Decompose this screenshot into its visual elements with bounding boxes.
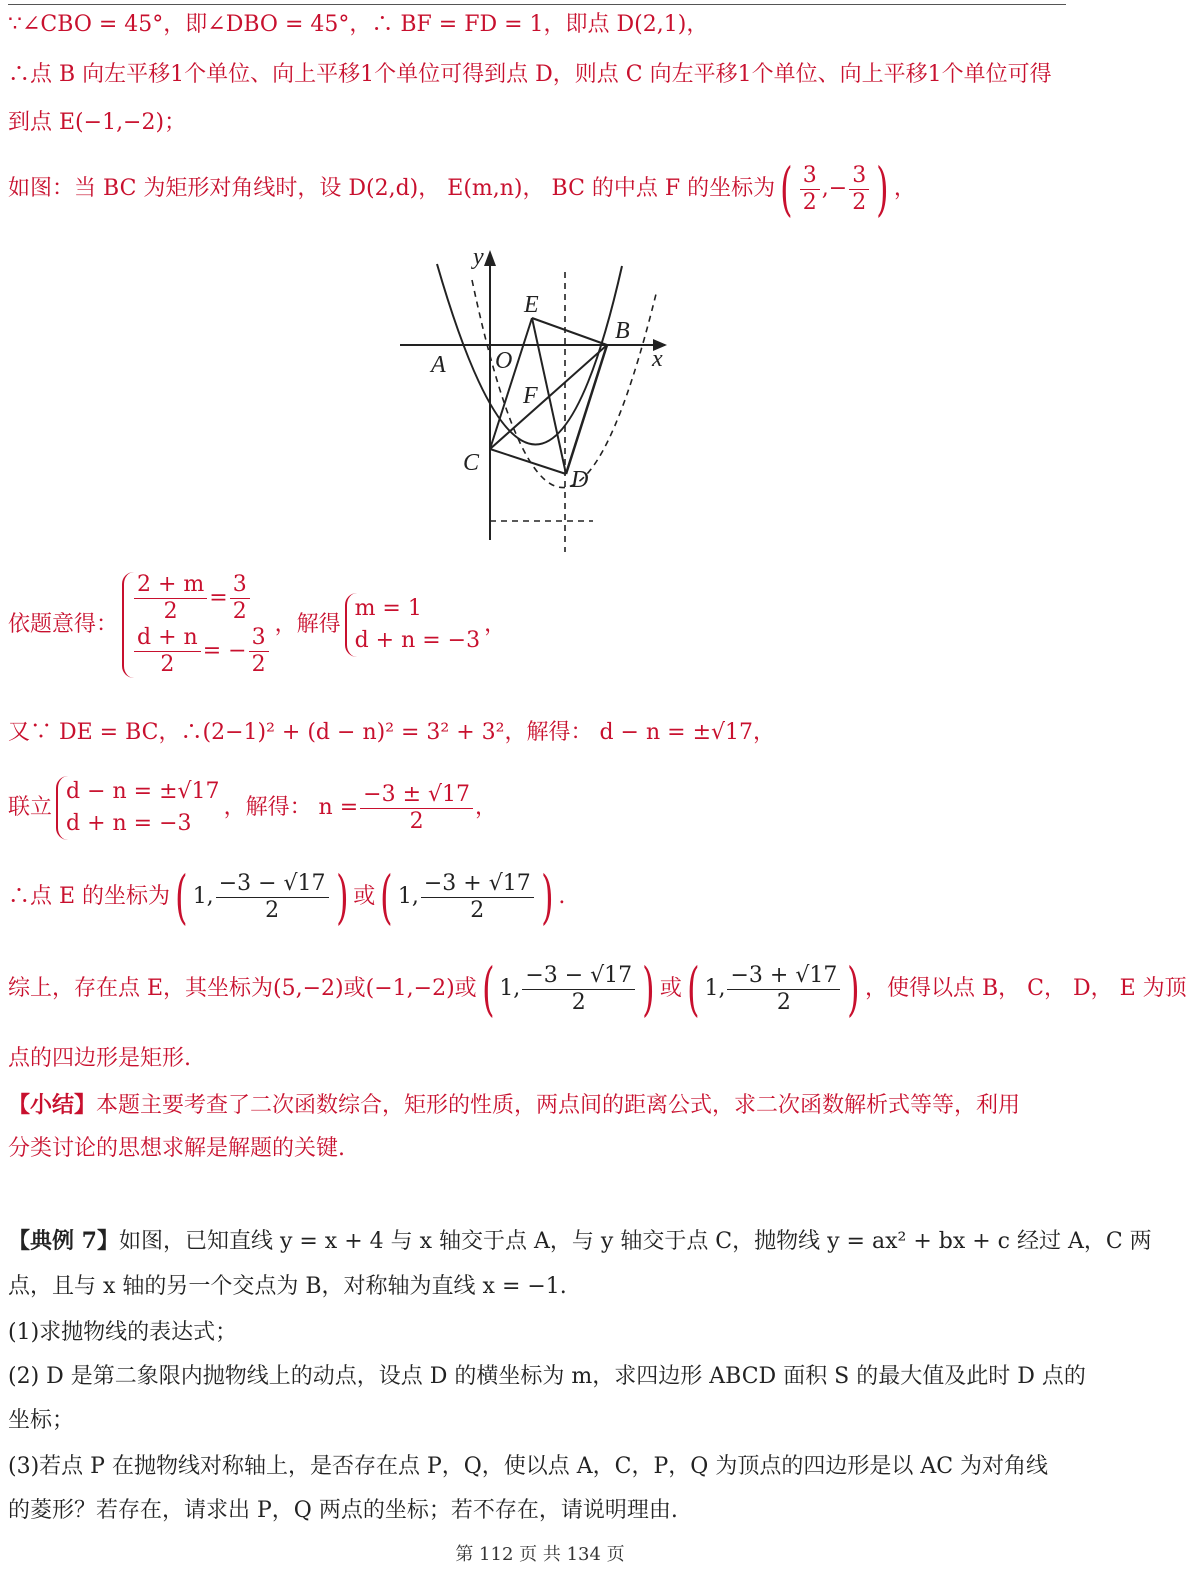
numerator: d + n (134, 625, 201, 652)
solve-label: ，解得： n = (223, 795, 359, 820)
period: . (558, 884, 566, 909)
equation-row (132, 625, 271, 678)
text-line-19: 的菱形？若存在，请求出 P，Q 两点的坐标；若不存在，请说明理由. (8, 1498, 678, 1523)
example-text: 如图，已知直线 y = x + 4 与 x 轴交于点 A，与 y 轴交于点 C，抛物线 y = ax² + bx + c 经过 A，C 两 (118, 1229, 1152, 1254)
parabola-figure (395, 240, 685, 550)
equation-row: m = 1 (354, 596, 422, 621)
fraction (800, 163, 820, 216)
summary-heading: 【小结】 (8, 1092, 97, 1118)
solve-label: ，解得 (274, 612, 341, 637)
segment-C-D (490, 449, 566, 474)
page-footer: 第 112 页 共 134 页 (455, 1544, 625, 1565)
comma: ， (484, 612, 507, 637)
y-axis-arrow (484, 250, 496, 266)
denominator: 2 (265, 897, 280, 923)
text-line-4 (8, 155, 916, 223)
solution-system (345, 593, 481, 657)
fraction (360, 782, 473, 835)
fraction (134, 572, 207, 625)
paren-left: ( (380, 863, 393, 931)
equals-sign: = (209, 585, 228, 611)
fraction (216, 871, 329, 924)
coordinate-x: 1, (192, 884, 214, 909)
minus-sign: − (828, 176, 848, 201)
text-line-16: (2) D 是第二象限内抛物线上的动点，设点 D 的横坐标为 m，求四边形 ABCD 面积 S 的最大值及此时 D 点的 (8, 1364, 1086, 1389)
top-rule (8, 4, 1066, 5)
equation-row (132, 572, 271, 625)
text-line-12: 分类讨论的思想求解是解题的关键. (8, 1136, 345, 1161)
label-E: E (524, 292, 539, 318)
summary-text: 本题主要考查了二次函数综合，矩形的性质，两点间的距离公式，求二次函数解析式等等，利用 (96, 1093, 1021, 1118)
numerator: −3 ± √17 (360, 782, 473, 809)
numerator: 3 (800, 163, 820, 190)
text-line-6: 又∵ DE = BC，∴(2−1)² + (d − n)² = 3² + 3²，解得： d − n = ±√17， (8, 720, 776, 745)
denominator: 2 (163, 599, 178, 624)
numerator: −3 + √17 (421, 871, 534, 898)
numerator: −3 + √17 (727, 963, 840, 990)
text-line-2: ∴点 B 向左平移1个单位、向上平移1个单位可得到点 D，则点 C 向左平移1个单位、向上平移1个单位可得 (8, 62, 1052, 87)
paren-left: ( (481, 955, 495, 1023)
equation-row: d − n = ±√17 (66, 779, 220, 804)
text-line-4-tail: ， (893, 176, 916, 201)
denominator: 2 (571, 989, 586, 1015)
fraction (249, 625, 269, 678)
numerator: 3 (230, 572, 250, 599)
label-x: x (652, 346, 663, 372)
equation-row: d + n = −3 (66, 811, 192, 836)
text-line-10: 点的四边形是矩形. (8, 1046, 191, 1071)
fraction (230, 572, 250, 625)
label-A: A (431, 352, 446, 378)
text-line-15: (1)求抛物线的表达式； (8, 1320, 238, 1345)
numerator: 3 (849, 163, 869, 190)
paren-left: ( (175, 863, 188, 931)
text-line-9-lead: 综上，存在点 E，其坐标为(5,−2)或(−1,−2)或 (8, 976, 477, 1001)
fraction (421, 871, 534, 924)
text-line-7-lead: 联立 (8, 795, 53, 820)
denominator: 2 (251, 652, 266, 677)
denominator: 2 (160, 652, 175, 677)
label-B: B (615, 318, 630, 344)
text-line-17: 坐标； (8, 1408, 75, 1433)
paren-right: ) (847, 955, 860, 1023)
denominator: 2 (852, 189, 867, 215)
coordinate-x: 1, (397, 884, 419, 909)
paren-right: ) (335, 863, 349, 931)
equation-row: d + n = −3 (354, 628, 481, 653)
paren-left: ( (686, 955, 700, 1023)
text-line-14: 点，且与 x 轴的另一个交点为 B，对称轴为直线 x = −1. (8, 1274, 567, 1299)
text-line-4-main: 如图：当 BC 为矩形对角线时，设 D(2,d)， E(m,n)， BC 的中点 F 的坐标为 (8, 176, 776, 201)
text-line-1: ∵∠CBO = 45°，即∠DBO = 45°，∴ BF = FD = 1，即点 D(2,1)， (8, 12, 709, 37)
equation-system (56, 776, 220, 840)
text-line-11 (8, 1090, 1020, 1121)
label-D: D (571, 467, 589, 493)
fraction (522, 963, 635, 1016)
numerator: 3 (249, 625, 269, 652)
paren-left: ( (780, 155, 793, 223)
paren-right: ) (876, 155, 889, 223)
text-line-18: (3)若点 P 在抛物线对称轴上，是否存在点 P，Q，使以点 A，C，P，Q 为顶点的四边形是以 AC 为对角线 (8, 1454, 1049, 1479)
denominator: 2 (409, 808, 424, 834)
text-line-8 (8, 863, 566, 931)
numerator: 2 + m (134, 572, 207, 599)
segment-E-B (532, 318, 607, 345)
denominator: 2 (802, 189, 817, 215)
coordinate-x: 1, (704, 976, 726, 1001)
text-line-9 (8, 955, 1187, 1023)
coordinate-x: 1, (499, 976, 521, 1001)
text-line-3: 到点 E(−1,−2)； (8, 110, 187, 135)
equals-sign: = − (202, 638, 247, 664)
denominator: 2 (232, 599, 247, 624)
text-line-8-lead: ∴点 E 的坐标为 (8, 884, 171, 909)
paren-right: ) (642, 955, 655, 1023)
fraction (727, 963, 840, 1016)
text-line-13 (8, 1226, 1152, 1257)
numerator: −3 − √17 (216, 871, 329, 898)
comma: ， (475, 795, 498, 820)
text-line-5 (8, 572, 506, 678)
numerator: −3 − √17 (522, 963, 635, 990)
equation-system (122, 572, 271, 678)
fraction (849, 163, 869, 216)
or-word: 或 (353, 884, 376, 909)
label-O: O (495, 348, 513, 374)
paren-right: ) (540, 863, 554, 931)
separator: , (821, 176, 829, 201)
fraction (134, 625, 201, 678)
label-C: C (463, 450, 480, 476)
or-word: 或 (659, 976, 682, 1001)
example-heading: 【典例 7】 (8, 1228, 119, 1254)
label-F: F (523, 383, 538, 409)
text-line-5-lead: 依题意得： (8, 612, 119, 637)
text-line-7 (8, 776, 497, 840)
label-y: y (473, 244, 484, 270)
denominator: 2 (470, 897, 485, 923)
text-line-9-tail: ，使得以点 B， C， D， E 为顶 (865, 976, 1187, 1001)
denominator: 2 (776, 989, 791, 1015)
